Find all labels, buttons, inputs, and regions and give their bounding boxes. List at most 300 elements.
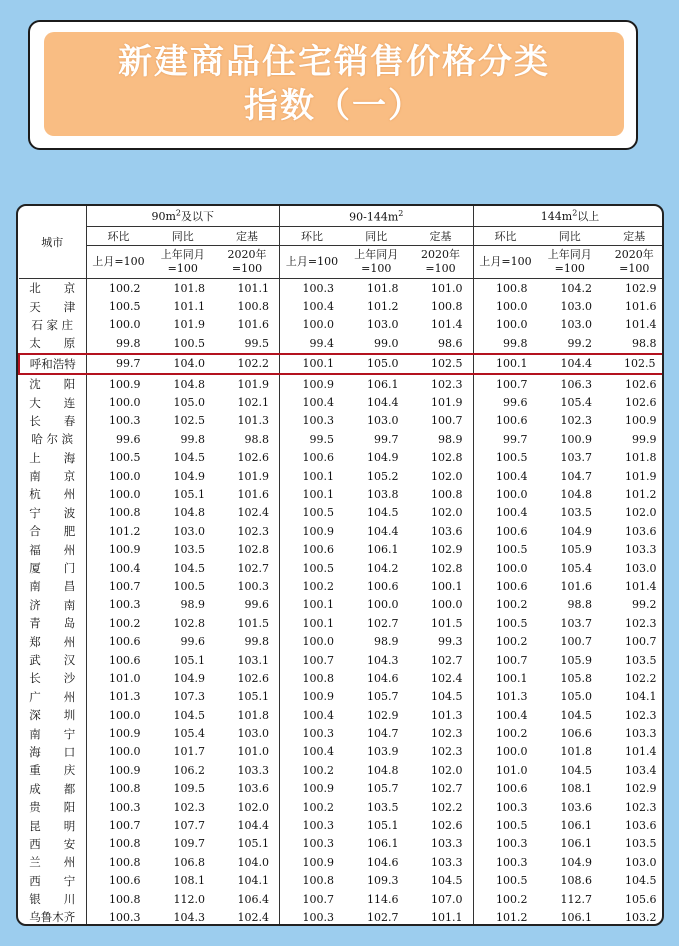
table-row — [19, 279, 664, 298]
value-cell: 100.5 — [280, 504, 345, 522]
value-cell: 103.0 — [560, 300, 593, 314]
value-cell: 104.5 — [431, 690, 463, 704]
value-cell: 101.9 — [237, 469, 270, 483]
value-cell: 100.3 — [473, 798, 538, 816]
value-cell: 103.7 — [560, 451, 593, 465]
value-cell: 102.3 — [431, 745, 463, 759]
value-cell: 100.4 — [473, 467, 538, 485]
title-line-2: 指数（一） — [244, 86, 424, 126]
group-header-medium — [280, 206, 474, 227]
value-cell: 101.2 — [86, 522, 151, 540]
value-cell: 100.3 — [86, 908, 151, 926]
table-row — [19, 374, 664, 393]
value-cell: 107.0 — [431, 892, 463, 906]
value-cell: 104.3 — [173, 910, 205, 924]
value-cell: 101.4 — [625, 318, 657, 332]
value-cell: 100.6 — [473, 780, 538, 798]
table-row — [19, 798, 664, 816]
value-cell: 106.1 — [367, 377, 399, 391]
value-cell: 100.6 — [473, 577, 538, 595]
base-header — [602, 246, 664, 279]
base-header — [538, 246, 603, 279]
value-cell: 100.5 — [473, 872, 538, 890]
value-cell: 103.0 — [367, 414, 399, 428]
value-cell: 102.2 — [431, 800, 463, 814]
value-cell: 103.9 — [367, 745, 399, 759]
base-header — [280, 246, 345, 279]
value-cell: 102.6 — [237, 671, 270, 685]
value-cell: 99.7 — [374, 432, 399, 446]
city-cell: 太 原 — [29, 336, 76, 351]
group-header-medium-sup: 2 — [398, 208, 404, 218]
value-cell: 101.0 — [473, 761, 538, 779]
value-cell: 99.2 — [632, 598, 657, 612]
value-cell: 105.4 — [560, 561, 593, 575]
value-cell: 100.4 — [473, 706, 538, 724]
value-cell: 100.2 — [86, 614, 151, 632]
city-cell: 西 宁 — [29, 873, 76, 888]
value-cell: 102.0 — [237, 800, 270, 814]
city-cell: 呼和浩特 — [19, 354, 86, 374]
table-row — [19, 522, 664, 540]
value-cell: 103.1 — [237, 653, 270, 667]
value-cell: 103.0 — [173, 524, 205, 538]
price-index-table — [18, 206, 664, 926]
value-cell: 100.0 — [86, 485, 151, 503]
value-cell: 98.8 — [567, 598, 593, 612]
base-header-line1: 2020年 — [614, 248, 654, 261]
table-row — [19, 559, 664, 577]
value-cell: 101.0 — [237, 745, 270, 759]
value-cell: 109.3 — [367, 874, 399, 888]
value-cell: 103.2 — [625, 910, 657, 924]
value-cell: 100.2 — [473, 890, 538, 908]
city-cell: 上 海 — [29, 450, 76, 465]
table-row — [19, 669, 664, 687]
city-cell: 南 昌 — [29, 579, 76, 594]
value-cell: 100.2 — [473, 596, 538, 614]
value-cell: 100.6 — [473, 522, 538, 540]
value-cell: 102.7 — [431, 782, 463, 796]
value-cell: 104.4 — [237, 819, 270, 833]
value-cell: 101.3 — [237, 414, 270, 428]
base-header-line1: 2020年 — [227, 248, 267, 261]
value-cell: 100.8 — [431, 487, 463, 501]
value-cell: 100.7 — [473, 374, 538, 393]
base-header-line1: 上年同月 — [547, 248, 592, 261]
value-cell: 100.9 — [280, 374, 345, 393]
sub-header: 同比 — [538, 227, 603, 246]
value-cell: 99.5 — [280, 430, 345, 448]
value-cell: 104.5 — [173, 708, 205, 722]
value-cell: 102.0 — [431, 506, 463, 520]
value-cell: 104.9 — [173, 671, 205, 685]
base-header-line1: 上月=100 — [285, 255, 339, 268]
value-cell: 100.1 — [473, 669, 538, 687]
sub-header: 同比 — [151, 227, 216, 246]
value-cell: 102.3 — [237, 524, 270, 538]
value-cell: 100.2 — [280, 761, 345, 779]
sub-header: 环比 — [86, 227, 151, 246]
value-cell: 101.2 — [367, 300, 399, 314]
value-cell: 100.7 — [280, 890, 345, 908]
group-header-medium-base: 90-144m — [349, 210, 399, 224]
city-cell: 深 圳 — [29, 708, 76, 723]
value-cell: 100.5 — [473, 449, 538, 467]
city-column-header: 城市 — [19, 206, 86, 279]
title-card — [28, 20, 638, 150]
value-cell: 104.5 — [367, 506, 399, 520]
value-cell: 100.9 — [86, 374, 151, 393]
table-row — [19, 872, 664, 890]
value-cell: 100.9 — [625, 414, 657, 428]
table-row — [19, 706, 664, 724]
value-cell: 100.5 — [86, 297, 151, 315]
value-cell: 101.3 — [431, 708, 463, 722]
table-row — [19, 853, 664, 871]
value-cell: 102.3 — [560, 414, 593, 428]
table-row — [19, 540, 664, 558]
city-cell: 银 川 — [29, 892, 76, 907]
city-cell: 长 沙 — [29, 671, 76, 686]
base-header-line2: =100 — [619, 262, 650, 275]
table-row — [19, 577, 664, 595]
value-cell: 106.1 — [560, 819, 593, 833]
value-cell: 104.8 — [367, 763, 399, 777]
sub-header: 同比 — [344, 227, 409, 246]
value-cell: 106.1 — [367, 543, 399, 557]
value-cell: 100.5 — [473, 540, 538, 558]
value-cell: 100.4 — [280, 297, 345, 315]
value-cell: 104.9 — [560, 855, 593, 869]
value-cell: 99.6 — [180, 635, 205, 649]
value-cell: 103.5 — [367, 800, 399, 814]
value-cell: 101.0 — [431, 281, 463, 295]
base-header-line2: =100 — [361, 262, 392, 275]
value-cell: 100.2 — [86, 279, 151, 298]
value-cell: 99.8 — [473, 334, 538, 353]
city-cell: 西 安 — [29, 836, 76, 851]
value-cell: 103.3 — [625, 727, 657, 741]
value-cell: 102.8 — [431, 451, 463, 465]
value-cell: 104.0 — [237, 855, 270, 869]
value-cell: 100.0 — [86, 316, 151, 334]
value-cell: 108.6 — [560, 874, 593, 888]
value-cell: 102.9 — [367, 708, 399, 722]
city-cell: 长 春 — [29, 413, 76, 428]
base-header — [151, 246, 216, 279]
value-cell: 99.6 — [473, 393, 538, 411]
city-cell: 石 家 庄 — [31, 317, 74, 332]
value-cell: 105.0 — [560, 690, 593, 704]
value-cell: 98.9 — [374, 635, 399, 649]
value-cell: 100.4 — [473, 504, 538, 522]
group-header-small — [86, 206, 280, 227]
value-cell: 99.9 — [632, 432, 657, 446]
value-cell: 101.1 — [431, 910, 463, 924]
value-cell: 100.0 — [86, 743, 151, 761]
city-cell: 济 南 — [29, 597, 76, 612]
value-cell: 100.0 — [86, 706, 151, 724]
table-row — [19, 651, 664, 669]
value-cell: 100.8 — [86, 780, 151, 798]
city-cell: 乌鲁木齐 — [29, 910, 76, 925]
value-cell: 99.6 — [86, 430, 151, 448]
city-cell: 郑 州 — [29, 634, 76, 649]
value-cell: 104.5 — [173, 561, 205, 575]
value-cell: 103.6 — [625, 524, 657, 538]
value-cell: 100.8 — [86, 853, 151, 871]
value-cell: 101.8 — [560, 745, 593, 759]
value-cell: 102.4 — [431, 671, 463, 685]
value-cell: 106.2 — [173, 763, 205, 777]
city-cell: 北 京 — [29, 281, 76, 296]
value-cell: 102.8 — [173, 616, 205, 630]
value-cell: 100.9 — [86, 540, 151, 558]
value-cell: 102.0 — [431, 469, 463, 483]
value-cell: 107.3 — [173, 690, 205, 704]
value-cell: 99.2 — [567, 336, 593, 350]
value-cell: 100.2 — [473, 724, 538, 742]
value-cell: 102.1 — [237, 396, 270, 410]
city-cell: 哈 尔 滨 — [31, 432, 74, 447]
table-row — [19, 761, 664, 779]
city-cell: 天 津 — [29, 299, 76, 314]
value-cell: 100.8 — [237, 300, 270, 314]
city-cell: 南 宁 — [29, 726, 76, 741]
value-cell: 100.3 — [473, 853, 538, 871]
value-cell: 105.4 — [173, 727, 205, 741]
value-cell: 102.2 — [625, 671, 657, 685]
value-cell: 104.4 — [367, 396, 399, 410]
base-header-line1: 上月=100 — [479, 255, 532, 268]
value-cell: 102.6 — [431, 819, 463, 833]
value-cell: 102.3 — [431, 727, 463, 741]
value-cell: 100.9 — [86, 724, 151, 742]
value-cell: 106.8 — [173, 855, 205, 869]
value-cell: 99.3 — [438, 635, 463, 649]
value-cell: 103.3 — [625, 543, 657, 557]
table-row — [19, 632, 664, 650]
value-cell: 100.3 — [280, 816, 345, 834]
sub-header: 定基 — [602, 227, 664, 246]
group-header-small-tail: 及以下 — [181, 210, 215, 223]
value-cell: 103.3 — [431, 837, 463, 851]
value-cell: 100.0 — [473, 297, 538, 315]
value-cell: 101.9 — [173, 318, 205, 332]
base-header-line1: 上月=100 — [92, 255, 145, 268]
table-row — [19, 412, 664, 430]
table-row — [19, 688, 664, 706]
value-cell: 99.8 — [86, 334, 151, 353]
value-cell: 100.0 — [280, 316, 345, 334]
base-header — [86, 246, 151, 279]
value-cell: 102.9 — [625, 281, 657, 295]
value-cell: 100.3 — [86, 596, 151, 614]
value-cell: 105.8 — [560, 671, 593, 685]
value-cell: 102.4 — [237, 910, 270, 924]
value-cell: 100.1 — [280, 354, 345, 374]
table-row — [19, 780, 664, 798]
value-cell: 109.7 — [173, 837, 205, 851]
value-cell: 100.2 — [473, 632, 538, 650]
table-row — [19, 430, 664, 448]
value-cell: 104.9 — [173, 469, 205, 483]
sub-header: 定基 — [215, 227, 280, 246]
value-cell: 104.2 — [367, 561, 399, 575]
value-cell: 100.7 — [431, 414, 463, 428]
value-cell: 100.5 — [173, 579, 205, 593]
value-cell: 101.4 — [431, 318, 463, 332]
value-cell: 104.5 — [560, 763, 593, 777]
value-cell: 100.6 — [86, 632, 151, 650]
value-cell: 104.6 — [367, 671, 399, 685]
value-cell: 101.8 — [625, 451, 657, 465]
value-cell: 112.0 — [173, 892, 205, 906]
value-cell: 100.3 — [473, 835, 538, 853]
value-cell: 104.5 — [431, 874, 463, 888]
value-cell: 102.7 — [237, 561, 270, 575]
value-cell: 101.2 — [473, 908, 538, 926]
value-cell: 100.4 — [86, 559, 151, 577]
city-cell: 重 庆 — [29, 763, 76, 778]
value-cell: 100.5 — [86, 449, 151, 467]
value-cell: 102.3 — [431, 377, 463, 391]
value-cell: 101.2 — [625, 487, 657, 501]
value-cell: 102.3 — [625, 800, 657, 814]
value-cell: 105.0 — [173, 396, 205, 410]
value-cell: 100.0 — [473, 559, 538, 577]
value-cell: 101.8 — [173, 281, 205, 295]
value-cell: 100.5 — [280, 559, 345, 577]
value-cell: 100.3 — [280, 412, 345, 430]
value-cell: 103.6 — [560, 800, 593, 814]
value-cell: 100.0 — [431, 598, 463, 612]
value-cell: 103.3 — [431, 855, 463, 869]
value-cell: 105.9 — [560, 653, 593, 667]
value-cell: 108.1 — [560, 782, 593, 796]
value-cell: 101.6 — [560, 579, 593, 593]
price-index-table-card — [16, 204, 664, 926]
value-cell: 100.0 — [473, 316, 538, 334]
value-cell: 102.8 — [237, 543, 270, 557]
value-cell: 104.3 — [367, 653, 399, 667]
value-cell: 100.8 — [280, 669, 345, 687]
base-header-line2: =100 — [554, 262, 585, 275]
value-cell: 104.5 — [560, 708, 593, 722]
sub-header: 环比 — [473, 227, 538, 246]
value-cell: 104.6 — [367, 855, 399, 869]
value-cell: 100.4 — [280, 393, 345, 411]
title-banner — [44, 32, 624, 136]
value-cell: 100.0 — [473, 743, 538, 761]
value-cell: 100.3 — [86, 412, 151, 430]
city-cell: 兰 州 — [29, 855, 76, 870]
city-cell: 海 口 — [29, 744, 76, 759]
value-cell: 104.8 — [173, 506, 205, 520]
city-cell: 大 连 — [29, 395, 76, 410]
group-header-small-sup: 2 — [175, 208, 182, 218]
value-cell: 102.6 — [625, 377, 657, 391]
value-cell: 99.7 — [86, 354, 151, 374]
value-cell: 102.4 — [237, 506, 270, 520]
value-cell: 99.5 — [244, 336, 270, 350]
value-cell: 100.8 — [86, 890, 151, 908]
table-row — [19, 908, 664, 926]
value-cell: 107.7 — [173, 819, 205, 833]
value-cell: 100.9 — [86, 761, 151, 779]
base-header-line2: =100 — [231, 262, 263, 275]
value-cell: 104.8 — [560, 487, 593, 501]
table-row — [19, 297, 664, 315]
city-cell: 沈 阳 — [29, 377, 76, 392]
value-cell: 101.4 — [625, 579, 657, 593]
value-cell: 104.1 — [625, 690, 657, 704]
value-cell: 98.8 — [632, 336, 657, 350]
value-cell: 100.3 — [280, 908, 345, 926]
title-line-1: 新建商品住宅销售价格分类 — [118, 42, 550, 82]
value-cell: 104.4 — [367, 524, 399, 538]
base-header-line1: 2020年 — [421, 248, 461, 261]
value-cell: 100.9 — [280, 522, 345, 540]
value-cell: 104.2 — [560, 281, 593, 295]
city-cell: 杭 州 — [29, 487, 76, 502]
value-cell: 99.4 — [280, 334, 345, 353]
value-cell: 102.0 — [431, 763, 463, 777]
value-cell: 100.8 — [431, 300, 463, 314]
value-cell: 105.1 — [237, 690, 270, 704]
value-cell: 101.1 — [173, 300, 205, 314]
value-cell: 101.8 — [237, 708, 270, 722]
value-cell: 102.5 — [409, 354, 474, 374]
value-cell: 104.5 — [625, 874, 657, 888]
table-row — [19, 393, 664, 411]
table-row — [19, 890, 664, 908]
value-cell: 105.1 — [367, 819, 399, 833]
value-cell: 101.5 — [431, 616, 463, 630]
value-cell: 100.6 — [86, 872, 151, 890]
value-cell: 100.0 — [473, 485, 538, 503]
value-cell: 105.4 — [560, 396, 593, 410]
value-cell: 102.9 — [431, 543, 463, 557]
value-cell: 101.6 — [237, 487, 270, 501]
value-cell: 106.1 — [367, 837, 399, 851]
value-cell: 100.3 — [280, 724, 345, 742]
value-cell: 101.3 — [86, 688, 151, 706]
table-row — [19, 316, 664, 334]
value-cell: 100.9 — [280, 853, 345, 871]
value-cell: 102.7 — [367, 910, 399, 924]
value-cell: 99.8 — [180, 432, 205, 446]
value-cell: 100.3 — [280, 835, 345, 853]
table-row — [19, 354, 664, 374]
group-header-large-sup: 2 — [572, 208, 578, 218]
table-row — [19, 835, 664, 853]
value-cell: 100.7 — [280, 651, 345, 669]
value-cell: 100.9 — [280, 780, 345, 798]
value-cell: 100.6 — [280, 449, 345, 467]
base-header — [215, 246, 280, 279]
value-cell: 100.1 — [280, 614, 345, 632]
city-cell: 厦 门 — [29, 561, 76, 576]
table-row — [19, 449, 664, 467]
value-cell: 106.1 — [560, 837, 593, 851]
value-cell: 102.9 — [625, 782, 657, 796]
city-cell: 昆 明 — [29, 818, 76, 833]
table-row — [19, 596, 664, 614]
value-cell: 106.3 — [560, 377, 593, 391]
value-cell: 100.8 — [86, 504, 151, 522]
